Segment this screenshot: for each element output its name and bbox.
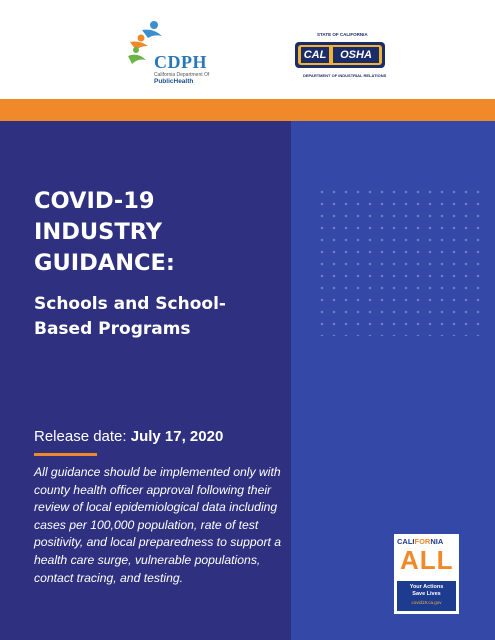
dot-pattern [316,186,484,336]
subtitle-line-1: Schools and School- [34,294,226,314]
all-wordmark: ALL [400,545,454,575]
save-lives-text: Save Lives [412,591,441,597]
your-actions-text: Your Actions [409,584,444,590]
cdph-public-health-text: PublicHealth [154,78,194,85]
california-mid: FOR [414,537,431,546]
calosha-cal-text: CAL [301,47,329,63]
title-line-3: GUIDANCE: [34,250,175,276]
calosha-dept-text: DEPARTMENT OF INDUSTRIAL RELATIONS [303,73,387,78]
california-all-footer [397,581,456,611]
header [0,0,495,99]
guidance-note: All guidance should be implemented only with county health officer approval following their review of local epidemiological data including cases per 100,000 population, rate of test positivity, and local preparedness to support a health care surge, vulnerable populations, contact tracing, and testing. [34,465,282,585]
california-right: NIA [430,537,444,546]
cdph-logo [128,20,228,84]
california-all-badge [394,534,459,614]
release-label: Release date: [34,428,131,445]
calosha-state-text: STATE OF CALIFORNIA [317,32,368,37]
document-title [34,186,284,279]
title-line-1: COVID-19 [34,188,155,214]
orange-divider-bar [0,99,495,121]
release-date-value: July 17, 2020 [130,428,224,445]
cdph-wordmark: CDPH [154,52,207,72]
document-subtitle [34,292,294,342]
release-underline [34,453,97,456]
calosha-logo [295,33,385,79]
cdph-department-text: California Department Of [154,72,210,78]
california-left: CALI [397,537,415,546]
covid-site-text: covid19.ca.gov [411,600,442,605]
title-line-2: INDUSTRY [34,219,163,245]
calosha-osha-text: OSHA [333,47,379,63]
subtitle-line-2: Based Programs [34,319,191,339]
release-date [34,428,223,445]
